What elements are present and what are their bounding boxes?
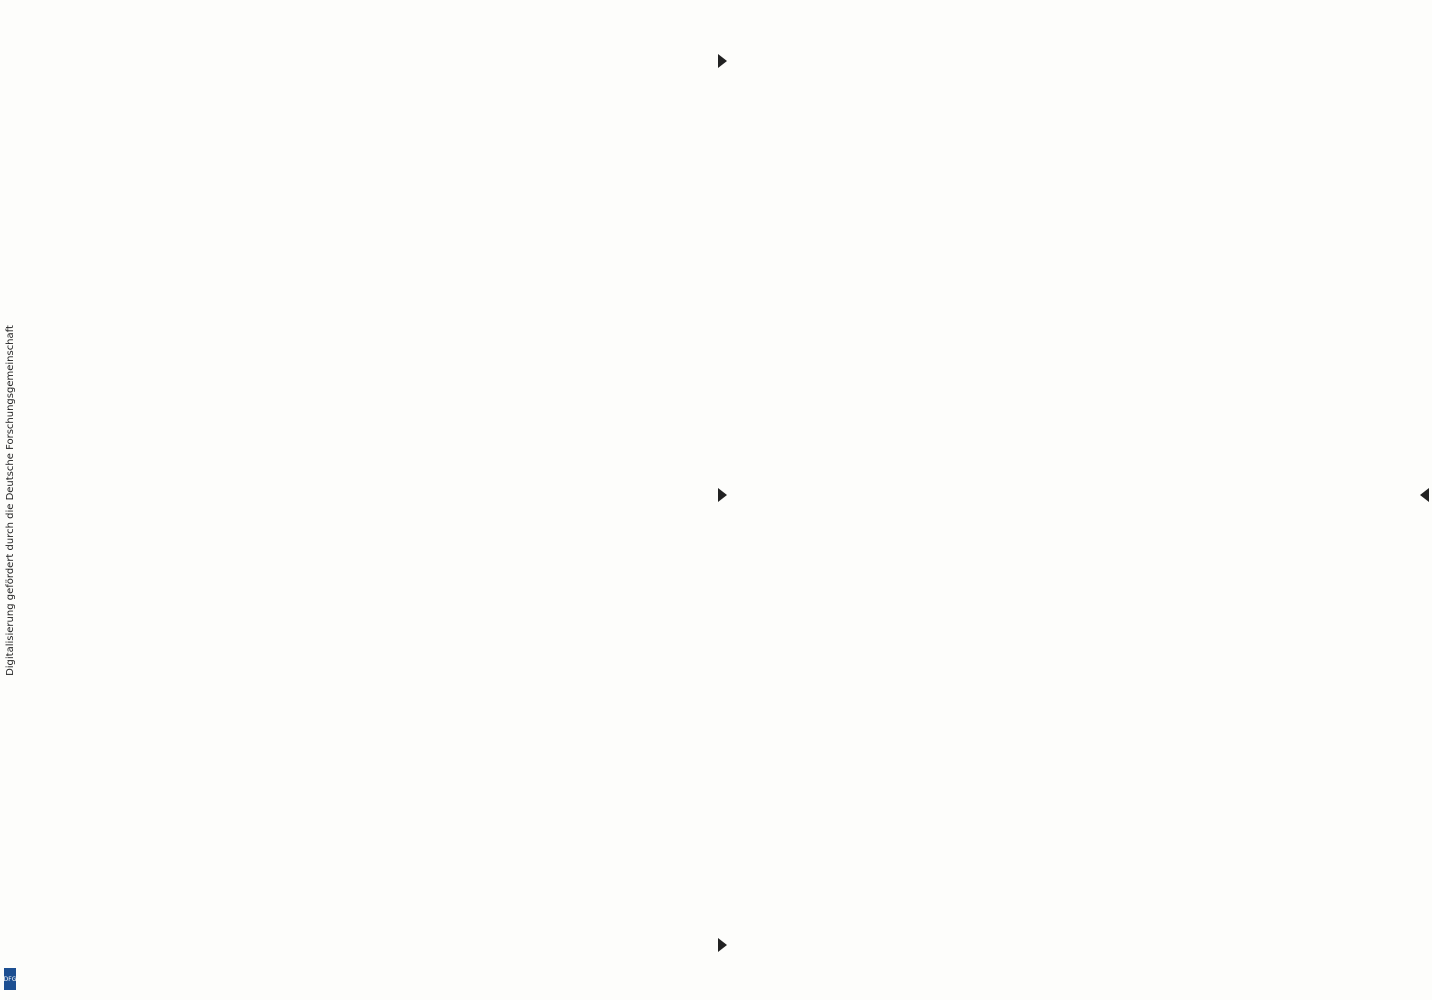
digitization-note: Digitalisierung gefördert durch die Deutsche Forschungsgemeinschaft <box>4 324 16 676</box>
dfg-logo: DFG <box>4 968 16 990</box>
page-marker-middle <box>718 488 727 502</box>
page-marker-top <box>718 54 727 68</box>
page-marker-bottom <box>718 938 727 952</box>
page-marker-edge <box>1420 488 1429 502</box>
